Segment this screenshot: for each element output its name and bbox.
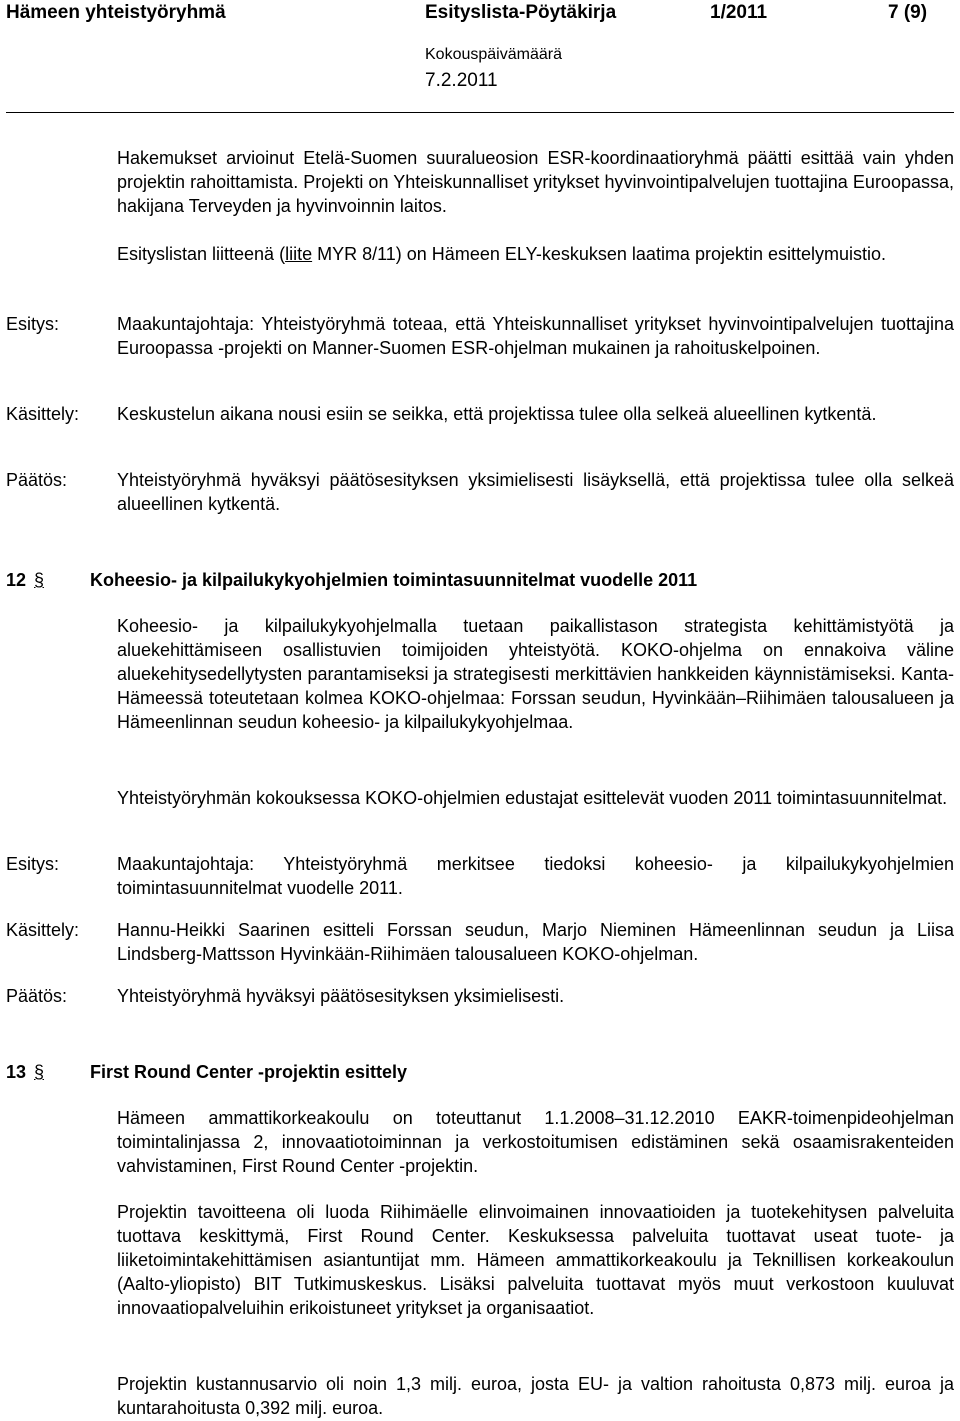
attachment-text-pre: Esityslistan liitteenä (: [117, 244, 286, 264]
section-12-number: 12: [6, 570, 27, 590]
section-12-paatos-label: Päätös:: [6, 986, 68, 1006]
section-12-esitys-text: Maakuntajohtaja: Yhteistyöryhmä merkitsee tiedoksi koheesio- ja kilpailukykyohjelmien toimintasuunnitelmat vuodelle 2011.: [117, 854, 954, 898]
page-number: 7 (9): [888, 2, 928, 23]
section-12-title: Koheesio- ja kilpailukykyohjelmien toimintasuunnitelmat vuodelle 2011: [90, 570, 698, 590]
paatos-label: Päätös:: [6, 470, 68, 490]
issue-number: 1/2011: [710, 2, 768, 23]
kasittely-label: Käsittely:: [6, 404, 80, 424]
section-12-sign: §: [34, 570, 45, 590]
esitys-text: Maakuntajohtaja: Yhteistyöryhmä toteaa, että Yhteiskunnalliset yritykset hyvinvointipalvelujen tuottajina Euroopassa -projekti on Manner-Suomen ESR-ohjelman mukainen ja rahoituskelpoinen.: [117, 314, 954, 358]
section-13-paragraph-1: Hämeen ammattikorkeakoulu on toteuttanut 1.1.2008–31.12.2010 EAKR-toimenpideohjelman toimintalinjassa 2, innovaatiotoiminnan ja verkostoitumisen edistäminen sekä osaamisrakenteiden vahvistaminen, First Round Center -projektin.: [117, 1108, 954, 1176]
meeting-date-label: Kokouspäivämäärä: [425, 46, 562, 63]
org-name: Hämeen yhteistyöryhmä: [6, 2, 226, 23]
section-12-paatos-text: Yhteistyöryhmä hyväksyi päätösesityksen yksimielisesti.: [117, 986, 565, 1006]
section-13-sign: §: [34, 1062, 45, 1082]
paragraph-hakemukset: Hakemukset arvioinut Etelä-Suomen suuralueosion ESR-koordinaatioryhmä päätti esittää vain yhden projektin rahoittamista. Projekti on Yhteiskunnalliset yritykset hyvinvointipalvelujen tuottajina Euroopassa, hakijana Terveyden ja hyvinvoinnin laitos.: [117, 148, 954, 216]
section-12-paragraph-1: Koheesio- ja kilpailukykyohjelmalla tuetaan paikallistason strategista kehittämistyötä ja aluekehittämiseen osallistuvien toimijoiden yhteistyötä. KOKO-ohjelma on ennakoiva väline aluekehitysedellytysten parantamiseksi ja strategisesti merkittävien hankkeiden käynnistämiseksi. Kanta-Hämeessä toteutetaan kolmea KOKO-ohjelmaa: Forssan seudun, Hyvinkään–Riihimäen talousalueen ja Hämeenlinnan seudun koheesio- ja kilpailukykyohjelmaa.: [117, 616, 954, 732]
paatos-text: Yhteistyöryhmä hyväksyi päätösesityksen yksimielisesti lisäyksellä, että projektissa tulee olla selkeä alueellinen kytkentä.: [117, 470, 954, 514]
section-12-paragraph-2: Yhteistyöryhmän kokouksessa KOKO-ohjelmien edustajat esittelevät vuoden 2011 toimintasuunnitelmat.: [117, 788, 948, 808]
document-type: Esityslista-Pöytäkirja: [425, 2, 617, 23]
kasittely-text: Keskustelun aikana nousi esiin se seikka, että projektissa tulee olla selkeä alueellinen kytkentä.: [117, 404, 877, 424]
section-12-kasittely-text: Hannu-Heikki Saarinen esitteli Forssan seudun, Marjo Nieminen Hämeenlinnan seudun ja Liisa Lindsberg-Mattsson Hyvinkään-Riihimäen talousalueen KOKO-ohjelman.: [117, 920, 954, 964]
header-divider: [6, 112, 954, 113]
section-12-esitys-label: Esitys:: [6, 854, 60, 874]
esitys-label: Esitys:: [6, 314, 60, 334]
meeting-date: 7.2.2011: [425, 70, 498, 91]
paragraph-attachment: [117, 242, 954, 266]
section-13-paragraph-2: Projektin tavoitteena oli luoda Riihimäelle elinvoimainen innovaatioiden ja tuotekehitysen palveluita tuottava keskittymä, First Round Center. Keskuksessa palveluita tuottavat useat tuote- ja liiketoimintakehittämisen asiantuntijat mm. Hämeen ammattikorkeakoulu ja Teknillisen korkeakoulun (Aalto-yliopisto) BIT Tutkimuskeskus. Lisäksi palveluita tuottavat myös muut verkostoon kuuluvat innovaatiopalveluihin erikoistuneet yritykset ja organisaatiot.: [117, 1202, 954, 1318]
section-13-title: First Round Center -projektin esittely: [90, 1062, 408, 1082]
section-13-number: 13: [6, 1062, 27, 1082]
section-13-paragraph-3: Projektin kustannusarvio oli noin 1,3 milj. euroa, josta EU- ja valtion rahoitusta 0,873 milj. euroa ja kuntarahoitusta 0,392 milj. euroa.: [117, 1374, 954, 1418]
attachment-text-post: MYR 8/11) on Hämeen ELY-keskuksen laatima projektin esittelymuistio.: [312, 244, 887, 264]
section-12-kasittely-label: Käsittely:: [6, 920, 80, 940]
attachment-link[interactable]: liite: [285, 244, 313, 264]
